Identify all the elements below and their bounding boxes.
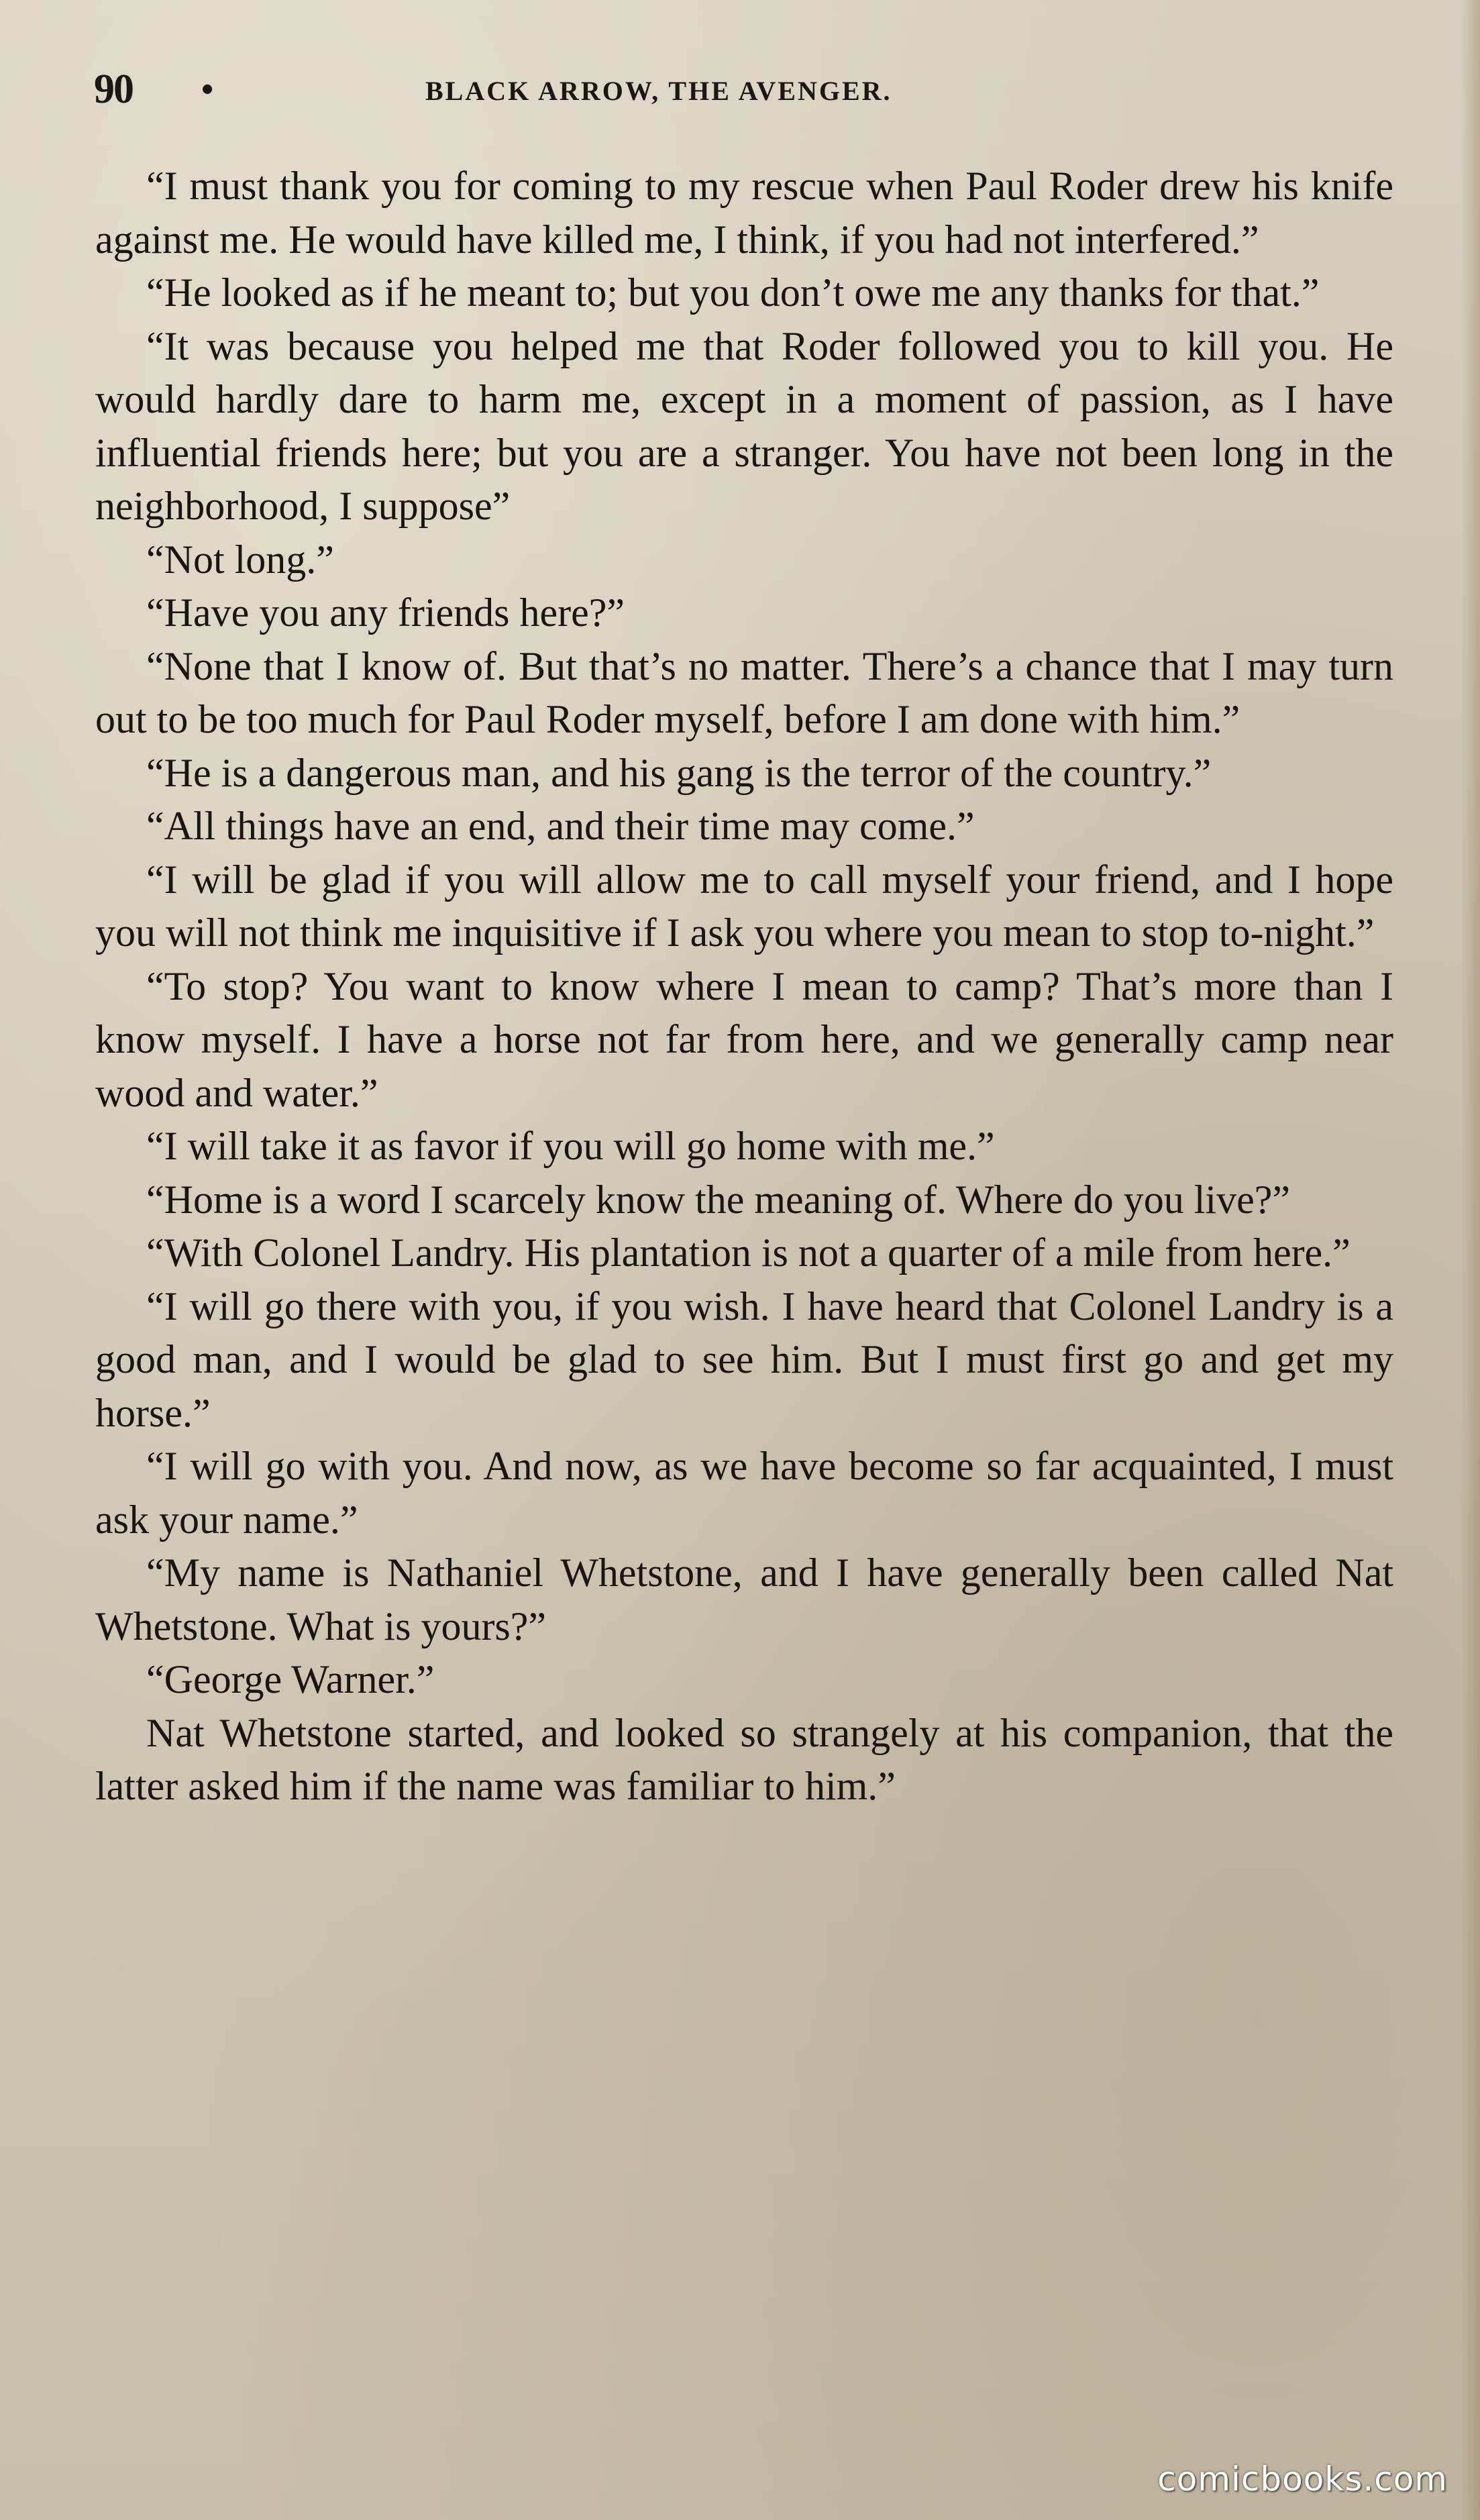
paragraph: “I must thank you for coming to my rescue when Paul Roder drew his knife against me. He would have killed me, I think, if you had not interfered.” (95, 164, 1393, 262)
paragraph: “None that I know of. But that’s no matter. There’s a chance that I may turn out to be too much for Paul Roder myself, before I am done with him.” (95, 643, 1393, 741)
paragraph: “Home is a word I scarcely know the meaning of. Where do you live?” (146, 1177, 1290, 1222)
paragraph: “I will go there with you, if you wish. I have heard that Colonel Landry is a good man, and I would be glad to see him. But I must first go and get my horse.” (95, 1283, 1393, 1435)
paragraph: “To stop? You want to know where I mean to camp? That’s more than I know myself. I have a horse not far from here, and we generally camp near wood and water.” (95, 963, 1393, 1115)
paragraph: “I will be glad if you will allow me to call myself your friend, and I hope you will not think me inquisitive if I ask you where you mean to stop to-night.” (95, 857, 1393, 955)
paragraph: “I will go with you. And now, as we have become so far acquainted, I must ask your name.” (95, 1444, 1393, 1542)
page-number: 90 (94, 66, 133, 112)
page-header (94, 66, 1402, 126)
paragraph: “I will take it as favor if you will go home with me.” (146, 1124, 995, 1168)
header-separator: • (201, 70, 214, 109)
watermark: comicbooks.com (1157, 2460, 1448, 2499)
page-edge-shadow (1461, 0, 1480, 2520)
paragraph: “With Colonel Landry. His plantation is not a quarter of a mile from here.” (146, 1230, 1351, 1275)
paragraph: “It was because you helped me that Roder followed you to kill you. He would hardly dare to harm me, except in a moment of passion, as I have influential friends here; but you are a stranger. You have not been long in the neighborhood, I suppose” (95, 323, 1393, 528)
running-title: BLACK ARROW, THE AVENGER. (425, 76, 892, 106)
paragraph: “George Warner.” (146, 1657, 435, 1701)
paragraph: “Have you any friends here?” (146, 590, 625, 635)
paragraph: Nat Whetstone started, and looked so strangely at his companion, that the latter asked him if the name was familiar to him.” (95, 1710, 1393, 1808)
paragraph: “Not long.” (146, 537, 334, 582)
paragraph: “My name is Nathaniel Whetstone, and I have generally been called Nat Whetstone. What is yours?” (95, 1551, 1393, 1648)
body-text (95, 160, 1393, 1814)
paragraph: “He is a dangerous man, and his gang is the terror of the country.” (146, 750, 1212, 795)
paragraph: “All things have an end, and their time may come.” (146, 804, 975, 848)
paragraph: “He looked as if he meant to; but you don’t owe me any thanks for that.” (146, 270, 1320, 315)
